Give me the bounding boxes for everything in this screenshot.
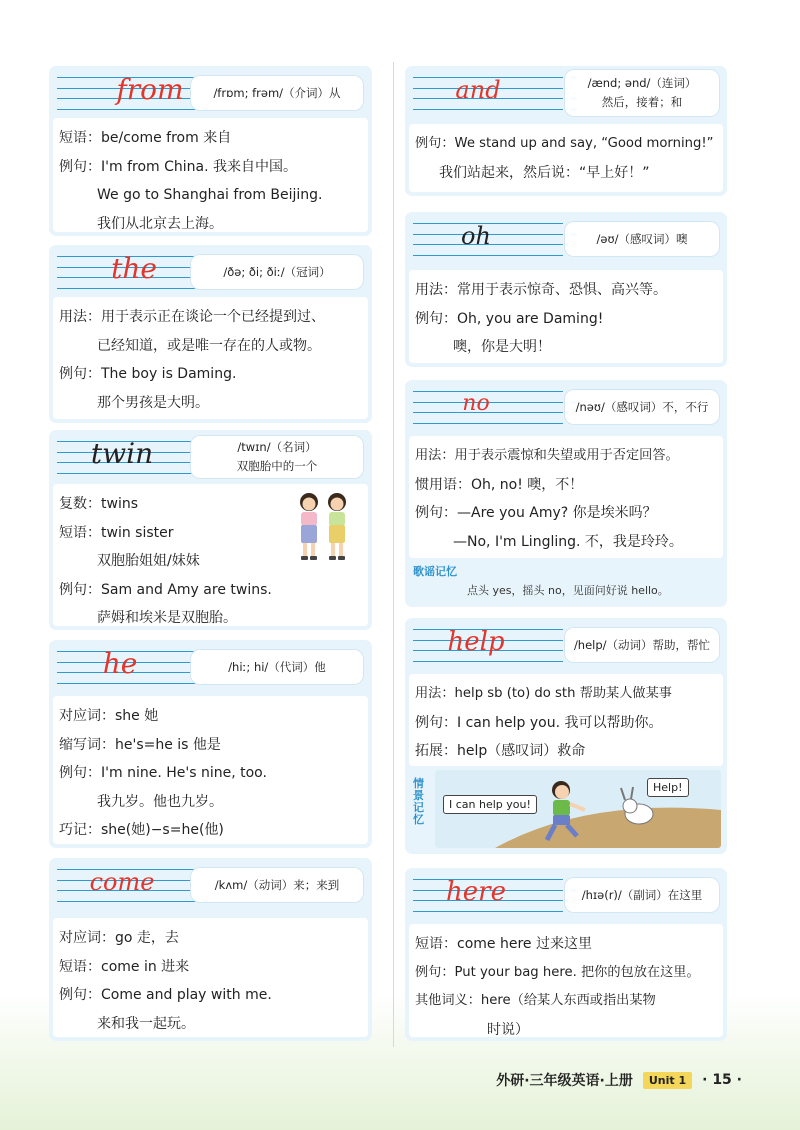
card-header (49, 858, 372, 910)
card-row: 缩写词：he's=he is 他是 (59, 736, 221, 753)
phonetic-meaning: 双胞胎中的一个 (236, 459, 318, 473)
phonetic-line: /hɪə(r)/（副词）在这里 (581, 887, 703, 902)
card-row: 噢，你是大明！ (453, 339, 551, 355)
card-row: —No, I'm Lingling. 不，我是玲玲。 (453, 533, 683, 550)
card-row: 例句：—Are you Amy? 你是埃米吗？ (415, 505, 657, 521)
phonetic-box (191, 76, 363, 110)
card-header (405, 618, 727, 670)
card-row: 惯用语：Oh, no! 噢，不！ (415, 476, 584, 493)
phonetic-meaning: 然后，接着；和 (601, 95, 683, 109)
headword: here (446, 877, 506, 907)
phonetic-line: /help/（动词）帮助，帮忙 (573, 637, 711, 652)
card-row: 例句：Oh, you are Daming! (415, 310, 604, 327)
word-card-and (405, 66, 727, 196)
card-body (53, 484, 368, 626)
word-card-from (49, 66, 372, 236)
phonetic-box (565, 628, 719, 662)
word-card-oh (405, 212, 727, 367)
headword: from (116, 73, 184, 106)
card-row: 我九岁。他也九岁。 (97, 793, 223, 810)
card-row: 时说） (487, 1021, 529, 1038)
card-row: 例句：I'm nine. He's nine, too. (59, 765, 267, 781)
card-row: 对应词：she 她 (59, 708, 159, 724)
phonetic-line: /hiː; hi/（代词）他 (228, 659, 326, 674)
card-row: 例句：Sam and Amy are twins. (59, 581, 272, 598)
card-header (49, 66, 372, 118)
card-row: 用法：常用于表示惊奇、恐惧、高兴等。 (415, 282, 667, 298)
card-row: 用法：用于表示震惊和失望或用于否定回答。 (415, 448, 679, 463)
phonetic-line: /əʊ/（感叹词）噢 (596, 231, 688, 246)
card-header (405, 380, 727, 432)
phonetic-line: /frɒm; frəm/（介词）从 (213, 85, 341, 100)
phonetic-box (565, 70, 719, 116)
card-row: 例句：We stand up and say, “Good morning!” (415, 136, 714, 151)
word-card-the (49, 245, 372, 423)
card-body (409, 436, 723, 558)
headword: no (462, 391, 490, 416)
twins-illustration (291, 488, 355, 566)
scene-memory-label: 情景记忆 (413, 777, 424, 826)
phonetic-line: /nəʊ/（感叹词）不，不行 (575, 399, 709, 414)
card-body (409, 674, 723, 766)
phonetic-line: /ðə; ði; ðiː/（冠词） (223, 264, 331, 279)
page-footer (496, 1070, 742, 1090)
card-row: 用法：用于表示正在谈论一个已经提到过、 (59, 309, 325, 325)
card-row: 例句：Come and play with me. (59, 987, 272, 1003)
card-row: 拓展：help（感叹词）救命 (415, 743, 586, 759)
card-row: 来和我一起玩。 (97, 1015, 195, 1032)
card-row: 对应词：go 走，去 (59, 930, 179, 946)
word-card-help (405, 618, 727, 854)
phonetic-line: /twɪn/（名词） (237, 440, 317, 454)
phonetic-box (565, 390, 719, 424)
card-row: 其他词义：here（给某人东西或指出某物 (415, 993, 656, 1008)
card-body (409, 924, 723, 1037)
headword: twin (90, 437, 154, 470)
headword: he (102, 647, 138, 680)
card-body (53, 118, 368, 232)
headword: help (447, 627, 505, 657)
word-card-here (405, 868, 727, 1041)
card-row: 巧记：she(她)−s=he(他) (59, 822, 224, 838)
phonetic-box (191, 255, 363, 289)
card-body (53, 297, 368, 419)
card-row: 短语：come in 进来 (59, 958, 190, 975)
card-row: 萨姆和埃米是双胞胎。 (97, 610, 237, 626)
card-header (405, 212, 727, 264)
card-row: 短语：be/come from 来自 (59, 130, 232, 146)
card-body (409, 270, 723, 363)
speech-bubble-left: I can help you! (443, 795, 537, 814)
rhyme-memory-text: 点头 yes，摇头 no，见面问好说 hello。 (467, 584, 669, 597)
card-row: 短语：twin sister (59, 524, 174, 541)
card-row: 例句：Put your bag here. 把你的包放在这里。 (415, 964, 700, 980)
card-row: 复数：twins (59, 496, 138, 512)
card-row: 例句：I can help you. 我可以帮助你。 (415, 714, 663, 731)
word-card-no (405, 380, 727, 607)
unit-badge: Unit 1 (643, 1072, 692, 1089)
phonetic-box (565, 878, 719, 912)
word-card-he (49, 640, 372, 848)
speech-bubble-right: Help! (647, 778, 689, 797)
card-row: 例句：The boy is Daming. (59, 366, 237, 382)
headword: and (455, 76, 501, 104)
headword: come (89, 868, 155, 896)
book-title: 外研·三年级英语·上册 (496, 1073, 633, 1089)
word-card-come (49, 858, 372, 1041)
card-header (405, 66, 727, 118)
card-row: 已经知道，或是唯一存在的人或物。 (97, 337, 321, 354)
rhyme-memory-title: 歌谣记忆 (413, 565, 457, 578)
phonetic-line: /kʌm/（动词）来；来到 (214, 877, 340, 892)
card-row: 短语：come here 过来这里 (415, 936, 592, 952)
card-body (53, 696, 368, 844)
card-row: 我们从北京去上海。 (97, 215, 223, 232)
card-body (53, 918, 368, 1037)
column-divider (393, 62, 394, 1047)
headword: oh (461, 222, 491, 250)
headword: the (111, 252, 157, 285)
card-row: 那个男孩是大明。 (97, 394, 209, 411)
card-header (49, 245, 372, 297)
card-header (49, 640, 372, 692)
phonetic-box (191, 868, 363, 902)
card-row: We go to Shanghai from Beijing. (97, 187, 323, 203)
card-row: 例句：I'm from China. 我来自中国。 (59, 158, 297, 175)
card-header (405, 868, 727, 920)
phonetic-box (565, 222, 719, 256)
card-body (409, 124, 723, 192)
page-number: · 15 · (702, 1072, 742, 1088)
card-row: 用法：help sb (to) do sth 帮助某人做某事 (415, 686, 672, 701)
phonetic-box (191, 650, 363, 684)
phonetic-box (191, 436, 363, 478)
card-row: 我们站起来，然后说：“早上好！” (439, 164, 650, 181)
card-header (49, 430, 372, 482)
scene-illustration (435, 770, 721, 848)
card-row: 双胞胎姐姐/妹妹 (97, 553, 200, 569)
word-card-twin (49, 430, 372, 630)
phonetic-line: /ænd; ənd/（连词） (587, 76, 697, 90)
